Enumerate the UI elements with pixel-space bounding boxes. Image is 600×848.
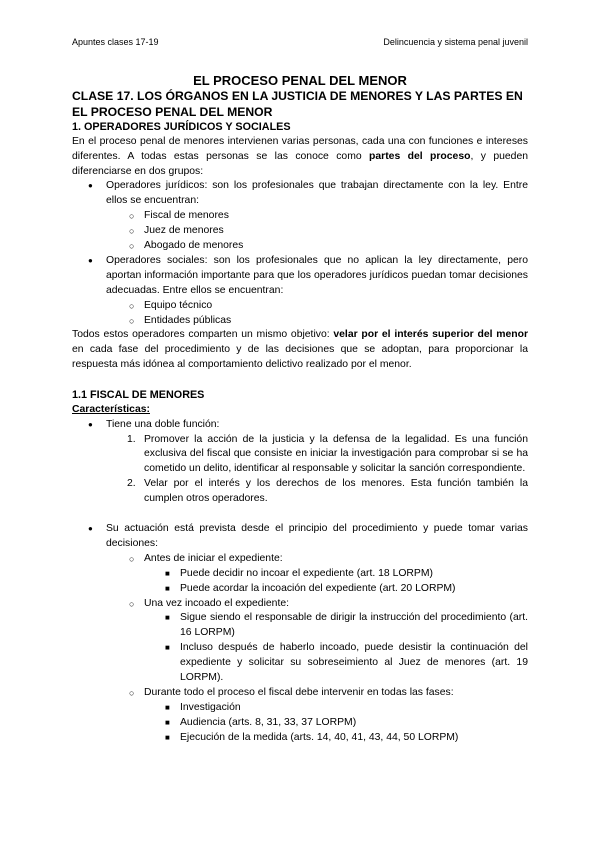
list-item: ○ Equipo técnico	[72, 299, 528, 314]
funciones-list	[72, 433, 528, 508]
section-1-outro	[72, 328, 528, 373]
document-title: EL PROCESO PENAL DEL MENOR	[193, 73, 407, 88]
list-item-sociales	[72, 254, 528, 329]
caracteristicas-list	[72, 418, 528, 507]
list-item-durante	[72, 686, 528, 746]
intro-text-a: En el proceso penal de menores intervienen varias personas, cada una con funciones e intereses diferentes. A todas estas personas se las conoce como	[72, 135, 528, 162]
list-item-juridicos	[72, 179, 528, 254]
doble-funcion-text: Tiene una doble función:	[106, 418, 220, 430]
list-item: ■ Sigue siendo el responsable de dirigir la instrucción del procedimiento (art. 16 LORPM)	[72, 611, 528, 641]
list-number: 2.	[127, 478, 136, 490]
caracteristicas-label: Características:	[72, 403, 150, 415]
operators-list	[72, 179, 528, 328]
header-left-text: Apuntes clases 17-19	[72, 37, 159, 47]
outro-text-b: en cada fase del procedimiento y de las decisiones que se adoptan, para proporcionar la respuesta más idónea al comportamiento delictivo realizado por el menor.	[72, 344, 528, 371]
document-body	[72, 72, 528, 746]
section-1-heading: 1. OPERADORES JURÍDICOS Y SOCIALES	[72, 121, 291, 134]
list-item-funcion-1	[72, 433, 528, 478]
list-item-actuacion	[72, 522, 528, 746]
juridicos-text: Operadores jurídicos: son los profesionales que trabajan directamente con la ley. Entre ellos se encuentran:	[106, 180, 528, 207]
durante-text: Durante todo el proceso el fiscal debe intervenir en todas las fases:	[144, 687, 454, 698]
antes-text: Antes de iniciar el expediente:	[144, 552, 283, 564]
intro-text-b: , y pueden diferenciarse en dos grupos:	[72, 150, 528, 177]
list-item-funcion-2	[72, 477, 528, 507]
list-item: ○ Entidades públicas	[72, 314, 528, 329]
antes-sublist	[72, 567, 528, 597]
section-1-1-heading: 1.1 FISCAL DE MENORES	[72, 389, 205, 402]
list-item: ○ Juez de menores	[72, 224, 528, 239]
funcion-text: Velar por el interés y los derechos de los menores. Esta función también la cumplen otros operadores.	[144, 478, 528, 505]
actuacion-sublist	[72, 552, 528, 746]
durante-sublist	[72, 701, 528, 746]
list-number: 1.	[127, 433, 136, 445]
class-subtitle: CLASE 17. LOS ÓRGANOS EN LA JUSTICIA DE MENORES Y LAS PARTES EN EL PROCESO PENAL DEL MENOR	[72, 89, 523, 119]
list-item-incoado	[72, 597, 528, 686]
juridicos-sublist	[72, 209, 528, 254]
sociales-text: Operadores sociales: son los profesionales que no aplican la ley directamente, pero aportan información importante para que los operadores jurídicos puedan tomar decisiones adecuadas. Entre ellos se encuentran:	[106, 254, 528, 296]
actuacion-list	[72, 522, 528, 746]
section-1-intro	[72, 135, 528, 180]
incoado-sublist	[72, 611, 528, 686]
list-item: ○ Fiscal de menores	[72, 209, 528, 224]
incoado-text: Una vez incoado el expediente:	[144, 597, 289, 609]
list-item: ■ Investigación	[72, 701, 528, 716]
list-item: ■ Audiencia (arts. 8, 31, 33, 37 LORPM)	[72, 716, 528, 731]
funcion-text: Promover la acción de la justicia y la defensa de la legalidad. Es una función exclusiva del fiscal que consiste en iniciar la investigación para comprobar si se ha cometido un delito, identificar al responsable y solicitar la sanción correspondiente.	[144, 433, 528, 475]
list-item: ■ Puede acordar la incoación del expediente (art. 20 LORPM)	[72, 582, 528, 597]
header-right-text: Delincuencia y sistema penal juvenil	[383, 37, 528, 47]
list-item: ■ Puede decidir no incoar el expediente (art. 18 LORPM)	[72, 567, 528, 582]
actuacion-text: Su actuación está prevista desde el principio del procedimiento y puede tomar varias decisiones:	[106, 523, 528, 549]
outro-bold-text: velar por el interés superior del menor	[333, 329, 529, 341]
list-item-antes	[72, 552, 528, 597]
list-item: ■ Incluso después de haberlo incoado, puede desistir la continuación del expediente y solicitar su sobreseimiento al Juez de menores (art. 19 LORPM).	[72, 641, 528, 686]
list-item: ■ Ejecución de la medida (arts. 14, 40, 41, 43, 44, 50 LORPM)	[72, 731, 528, 746]
list-item: ○ Abogado de menores	[72, 239, 528, 254]
intro-bold-text: partes del proceso	[369, 150, 471, 162]
outro-text-a: Todos estos operadores comparten un mismo objetivo:	[72, 329, 334, 341]
list-item-doble-funcion	[72, 418, 528, 507]
sociales-sublist	[72, 299, 528, 329]
